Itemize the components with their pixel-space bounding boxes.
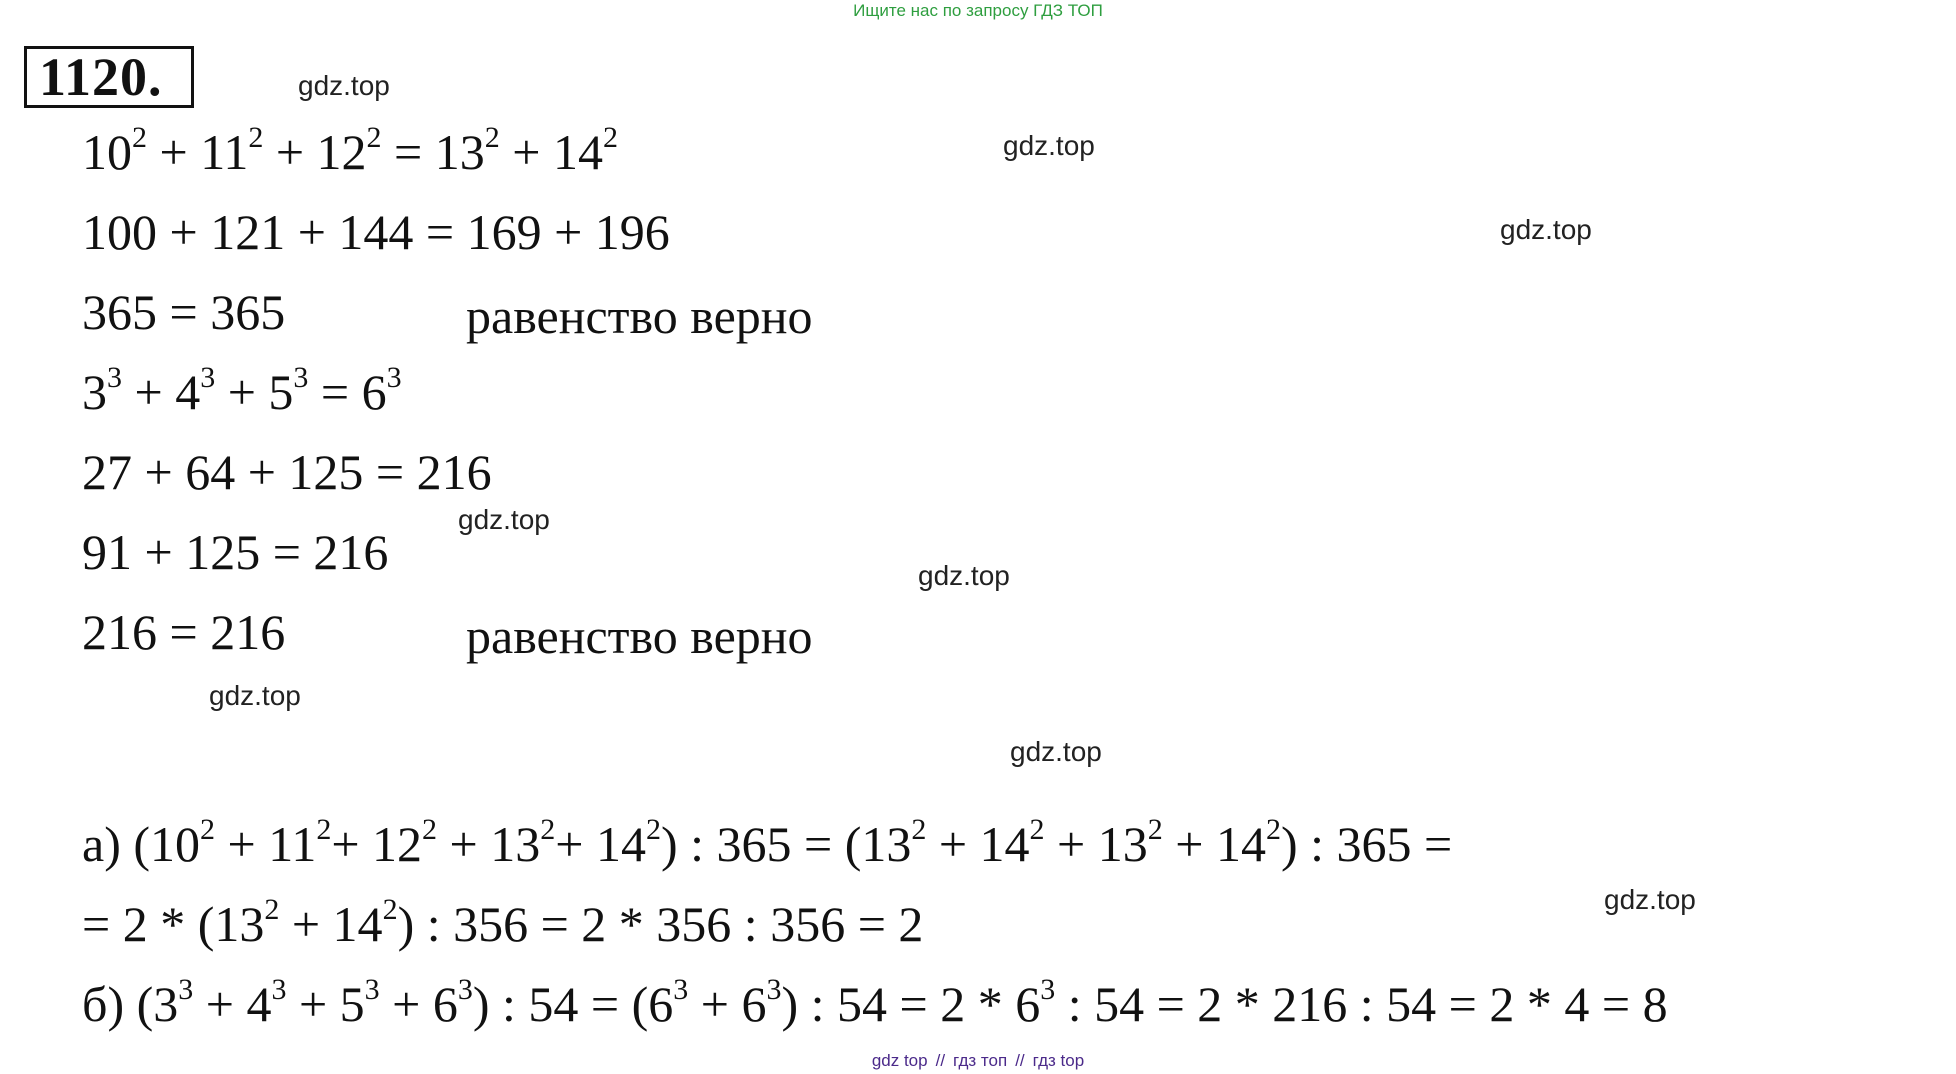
eq-text: + 11	[147, 124, 249, 180]
eq-exponent: 2	[316, 813, 332, 847]
problem-number-dot: .	[148, 47, 163, 107]
eq-exponent: 2	[132, 121, 147, 155]
eq-exponent: 3	[457, 973, 473, 1007]
eq-text: + 14	[555, 816, 646, 872]
problem-number: 1120	[39, 47, 149, 107]
equation-part-a-continued	[82, 893, 924, 952]
eq-exponent: 2	[1029, 813, 1045, 847]
eq-exponent: 2	[1265, 813, 1281, 847]
eq-text: ) : 356 = 2 * 356 : 356 = 2	[397, 896, 924, 952]
verdict-text-1: равенство верно	[466, 288, 813, 344]
eq-exponent: 2	[602, 121, 618, 155]
eq-exponent: 3	[766, 973, 782, 1007]
eq-text: + 14	[279, 896, 383, 952]
eq-text: + 4	[122, 364, 201, 420]
watermark: gdz.top	[918, 560, 1010, 591]
watermark: gdz.top	[1604, 884, 1696, 915]
watermark: gdz.top	[1500, 214, 1592, 245]
watermark: gdz.top	[209, 680, 301, 711]
eq-text: = 13	[381, 124, 485, 180]
eq-exponent: 2	[382, 893, 398, 927]
equation-line-1	[82, 121, 618, 180]
problem-number-box	[24, 46, 194, 108]
eq-text: + 14	[926, 816, 1030, 872]
eq-exponent: 3	[1040, 973, 1056, 1007]
eq-text: а) (10	[82, 816, 200, 872]
eq-exponent: 3	[178, 973, 194, 1007]
eq-exponent: 3	[293, 361, 309, 395]
eq-text: б) (3	[82, 976, 179, 1032]
eq-text: 3	[82, 364, 107, 420]
eq-text: + 13	[1044, 816, 1148, 872]
eq-exponent: 3	[200, 361, 216, 395]
equation-part-b	[82, 973, 1668, 1032]
eq-exponent: 3	[271, 973, 287, 1007]
eq-text: + 12	[331, 816, 423, 872]
footer-link-gdz-top-mixed[interactable]: гдз top	[1032, 1051, 1085, 1070]
eq-text: + 14	[1162, 816, 1266, 872]
equation-line-7: 216 = 216	[82, 604, 286, 660]
eq-exponent: 2	[264, 893, 280, 927]
eq-text: + 5	[286, 976, 365, 1032]
eq-exponent: 2	[200, 813, 215, 847]
watermark: gdz.top	[458, 504, 550, 535]
watermark: gdz.top	[298, 70, 390, 101]
eq-text: + 6	[379, 976, 458, 1032]
eq-exponent: 2	[645, 813, 661, 847]
eq-text: + 13	[437, 816, 541, 872]
footer-link-gdz-top[interactable]: gdz top	[871, 1051, 928, 1070]
eq-exponent: 2	[422, 813, 438, 847]
footer-link-gdz-top-ru[interactable]: гдз топ	[953, 1051, 1008, 1070]
watermark: gdz.top	[1003, 130, 1095, 161]
eq-exponent: 2	[911, 813, 927, 847]
eq-exponent: 3	[673, 973, 689, 1007]
equation-line-2: 100 + 121 + 144 = 169 + 196	[82, 204, 670, 260]
eq-text: + 12	[263, 124, 367, 180]
eq-text: + 5	[215, 364, 294, 420]
eq-exponent: 2	[484, 121, 500, 155]
equation-line-6: 91 + 125 = 216	[82, 524, 389, 580]
footer-separator: //	[1015, 1051, 1025, 1070]
eq-text: ) : 365 =	[1280, 816, 1453, 872]
eq-exponent: 2	[1147, 813, 1163, 847]
verdict-text-2: равенство верно	[466, 608, 813, 664]
watermark: gdz.top	[1010, 736, 1102, 767]
eq-text: ) : 54 = 2 * 6	[781, 976, 1041, 1032]
eq-exponent: 2	[248, 121, 264, 155]
equation-line-3: 365 = 365	[82, 284, 286, 340]
eq-text: 10	[82, 124, 132, 180]
eq-exponent: 3	[364, 973, 380, 1007]
eq-text: ) : 54 = (6	[472, 976, 674, 1032]
equation-line-5: 27 + 64 + 125 = 216	[82, 444, 492, 500]
eq-exponent: 2	[540, 813, 556, 847]
eq-exponent: 3	[386, 361, 402, 395]
equation-part-a	[82, 813, 1453, 872]
footer-links	[0, 1050, 1956, 1072]
footer-separator: //	[935, 1051, 946, 1070]
eq-exponent: 3	[107, 361, 122, 395]
eq-text: + 4	[193, 976, 272, 1032]
eq-text: + 11	[215, 816, 317, 872]
eq-text: + 14	[499, 124, 603, 180]
eq-exponent: 2	[366, 121, 382, 155]
eq-text: : 54 = 2 * 216 : 54 = 2 * 4 = 8	[1055, 976, 1668, 1032]
eq-text: = 6	[308, 364, 387, 420]
top-banner: Ищите нас по запросу ГДЗ ТОП	[853, 1, 1103, 20]
eq-text: + 6	[688, 976, 767, 1032]
equation-line-4	[82, 361, 402, 420]
eq-text: = 2 * (13	[82, 896, 265, 952]
eq-text: ) : 365 = (13	[660, 816, 912, 872]
